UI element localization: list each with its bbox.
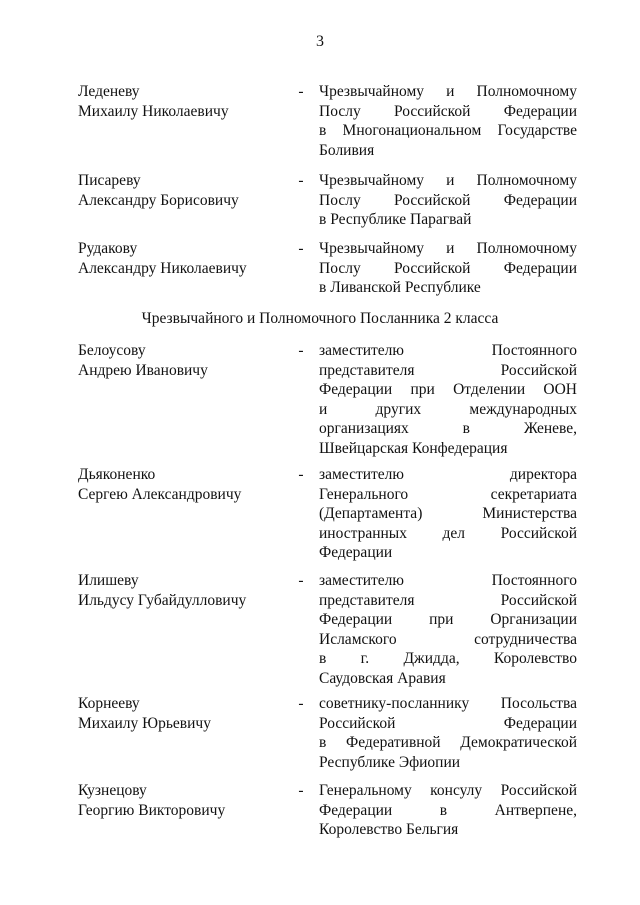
position-description [319,239,577,298]
person-given-name: Александру Николаевичу [78,259,247,277]
description-line: в Республике Парагвай [319,211,472,228]
person-given-name: Михаилу Юрьевичу [78,714,211,732]
description-line: Саудовская Аравия [319,669,446,687]
description-line: заместителю директора [319,466,577,483]
person-surname: Писареву [78,172,141,189]
description-line: в Многонациональном Государстве [319,122,577,139]
description-line: Генерального секретариата [319,485,577,503]
description-line: и других международных [319,400,577,418]
description-line: Чрезвычайному и Полномочному [319,172,577,189]
person-name [78,171,288,210]
person-surname: Илишеву [78,572,139,589]
description-line: в Федеративной Демократической [319,734,577,751]
dash-separator: - [298,466,304,483]
dash-separator: - [298,172,304,189]
person-surname: Дьяконенко [78,466,156,483]
description-line: в г. Джидда, Королевство [319,650,577,667]
description-line: советнику-посланнику Посольства [319,695,577,712]
person-name [78,571,288,610]
description-line: организациях в Женеве, [319,420,577,437]
person-given-name: Михаилу Николаевичу [78,102,229,120]
dash-separator: - [298,572,304,589]
description-line: Федерации [319,544,393,561]
person-name [78,465,288,504]
description-line: заместителю Постоянного [319,572,577,589]
description-line: Чрезвычайному и Полномочному [319,83,577,100]
description-line: (Департамента) Министерства [319,505,577,522]
page-number: 3 [316,33,324,50]
description-line: Послу Российской Федерации [319,191,577,209]
position-description [319,781,577,840]
person-given-name: Александру Борисовичу [78,191,239,209]
person-name [78,239,288,278]
description-line: Федерации в Антверпене, [319,801,577,819]
person-surname: Кузнецову [78,782,147,799]
description-line: заместителю Постоянного [319,342,577,359]
description-line: Исламского сотрудничества [319,630,577,648]
description-line: Послу Российской Федерации [319,259,577,277]
description-line: Послу Российской Федерации [319,102,577,120]
position-description [319,694,577,772]
dash-separator: - [298,240,304,257]
dash-separator: - [298,695,304,712]
position-description [319,465,577,563]
description-line: Королевство Бельгия [319,821,459,838]
person-surname: Рудакову [78,240,138,257]
description-line: Генеральному консулу Российской [319,782,577,799]
description-line: представителя Российской [319,591,577,609]
dash-separator: - [298,342,304,359]
person-given-name: Сергею Александровичу [78,485,242,503]
description-line: Федерации при Отделении ООН [319,381,577,398]
person-given-name: Андрею Ивановичу [78,361,208,379]
description-line: иностранных дел Российской [319,524,577,542]
person-given-name: Ильдусу Губайдулловичу [78,591,247,609]
person-given-name: Георгию Викторовичу [78,801,226,819]
person-name [78,82,288,121]
dash-separator: - [298,782,304,799]
description-line: Боливия [319,141,375,159]
position-description [319,82,577,160]
position-description [319,571,577,688]
person-surname: Корнееву [78,695,140,712]
person-surname: Белоусову [78,342,146,359]
position-description [319,341,577,458]
person-name [78,694,288,733]
person-name [78,781,288,820]
person-surname: Леденеву [78,83,140,100]
dash-separator: - [298,83,304,100]
description-line: Российской Федерации [319,714,577,732]
section-heading: Чрезвычайного и Полномочного Посланника 2 класса [141,310,499,327]
position-description [319,171,577,230]
description-line: представителя Российской [319,361,577,379]
description-line: в Ливанской Республике [319,279,481,296]
description-line: Республике Эфиопии [319,753,461,771]
description-line: Швейцарская Конфедерация [319,439,508,457]
description-line: Чрезвычайному и Полномочному [319,240,577,257]
person-name [78,341,288,380]
description-line: Федерации при Организации [319,611,577,628]
